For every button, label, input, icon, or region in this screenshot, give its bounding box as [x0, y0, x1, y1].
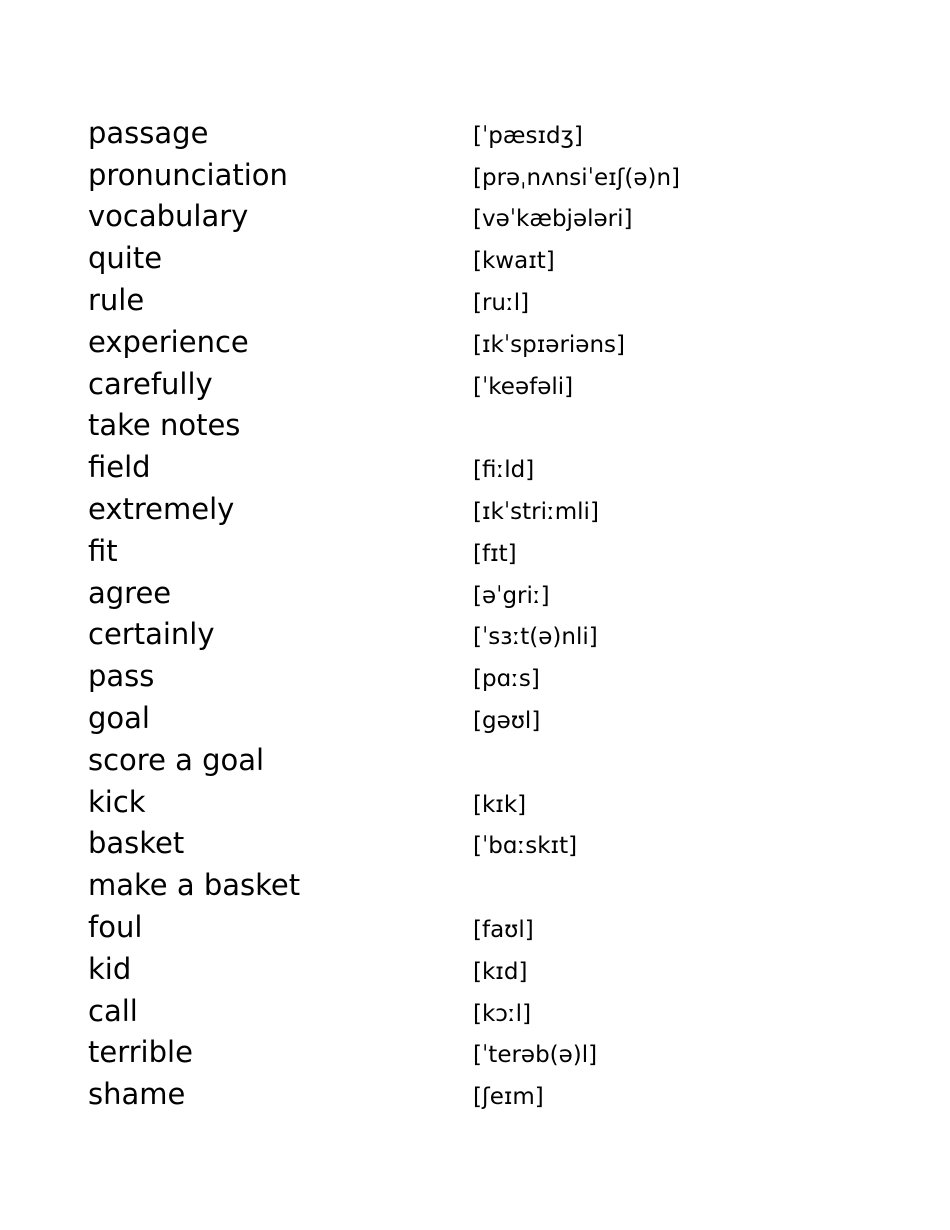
- vocab-row: [88, 237, 888, 279]
- vocab-word: basket: [88, 826, 185, 861]
- vocab-row: [88, 948, 888, 990]
- vocab-row: [88, 196, 888, 238]
- vocab-phonetic: [kɪk]: [473, 791, 527, 818]
- vocab-row: [88, 739, 888, 781]
- vocab-row: [88, 781, 888, 823]
- vocab-phonetic: [gəʊl]: [473, 707, 541, 734]
- vocab-phonetic: [ˈpæsɪdʒ]: [473, 122, 583, 149]
- vocab-phonetic: [ˈterəb(ə)l]: [473, 1042, 598, 1069]
- vocab-word: extremely: [88, 491, 235, 526]
- vocabulary-list: [88, 112, 888, 1115]
- vocab-word: fit: [88, 533, 118, 568]
- vocab-word: score a goal: [88, 742, 265, 777]
- vocab-word: pass: [88, 659, 155, 694]
- vocab-word: take notes: [88, 408, 241, 443]
- vocab-row: [88, 112, 888, 154]
- vocab-row: [88, 1032, 888, 1074]
- vocab-row: [88, 990, 888, 1032]
- vocab-word: kick: [88, 784, 146, 819]
- vocab-row: [88, 906, 888, 948]
- vocab-word: rule: [88, 282, 145, 317]
- vocab-row: [88, 321, 888, 363]
- vocab-row: [88, 655, 888, 697]
- vocab-row: [88, 572, 888, 614]
- vocab-phonetic: [ɪkˈspɪəriəns]: [473, 331, 625, 358]
- vocab-phonetic: [pɑːs]: [473, 666, 540, 693]
- vocab-word: call: [88, 993, 138, 1028]
- vocab-phonetic: [ruːl]: [473, 289, 530, 316]
- vocab-phonetic: [faʊl]: [473, 916, 534, 943]
- vocab-phonetic: [prəˌnʌnsiˈeɪʃ(ə)n]: [473, 164, 681, 191]
- vocab-row: [88, 1073, 888, 1115]
- vocab-word: make a basket: [88, 868, 301, 903]
- vocab-phonetic: [ˈsɜːt(ə)nli]: [473, 624, 598, 651]
- vocab-word: agree: [88, 575, 172, 610]
- vocab-word: certainly: [88, 617, 215, 652]
- vocab-row: [88, 405, 888, 447]
- vocab-phonetic: [ʃeɪm]: [473, 1084, 544, 1111]
- vocab-phonetic: [kɔːl]: [473, 1000, 532, 1027]
- vocab-word: terrible: [88, 1035, 193, 1070]
- vocab-row: [88, 864, 888, 906]
- vocab-word: quite: [88, 241, 163, 276]
- vocab-row: [88, 363, 888, 405]
- vocab-row: [88, 697, 888, 739]
- vocab-phonetic: [ˈkeəfəli]: [473, 373, 574, 400]
- vocab-word: passage: [88, 115, 209, 150]
- vocab-row: [88, 446, 888, 488]
- vocab-word: experience: [88, 324, 249, 359]
- vocab-word: goal: [88, 700, 150, 735]
- vocab-phonetic: [fɪt]: [473, 540, 517, 567]
- vocab-row: [88, 823, 888, 865]
- vocab-word: field: [88, 450, 151, 485]
- vocab-phonetic: [əˈgriː]: [473, 582, 550, 609]
- vocab-word: vocabulary: [88, 199, 249, 234]
- vocab-phonetic: [ˈbɑːskɪt]: [473, 833, 578, 860]
- vocab-row: [88, 614, 888, 656]
- vocab-phonetic: [kwaɪt]: [473, 248, 555, 275]
- vocab-phonetic: [kɪd]: [473, 958, 528, 985]
- vocab-row: [88, 488, 888, 530]
- vocab-phonetic: [fiːld]: [473, 457, 535, 484]
- vocab-row: [88, 279, 888, 321]
- vocab-word: shame: [88, 1077, 186, 1112]
- vocab-phonetic: [ɪkˈstriːmli]: [473, 498, 599, 525]
- vocab-row: [88, 530, 888, 572]
- vocab-phonetic: [vəˈkæbjələri]: [473, 206, 633, 233]
- vocab-word: foul: [88, 909, 143, 944]
- vocab-word: carefully: [88, 366, 213, 401]
- vocab-word: kid: [88, 951, 132, 986]
- vocab-word: pronunciation: [88, 157, 288, 192]
- vocab-row: [88, 154, 888, 196]
